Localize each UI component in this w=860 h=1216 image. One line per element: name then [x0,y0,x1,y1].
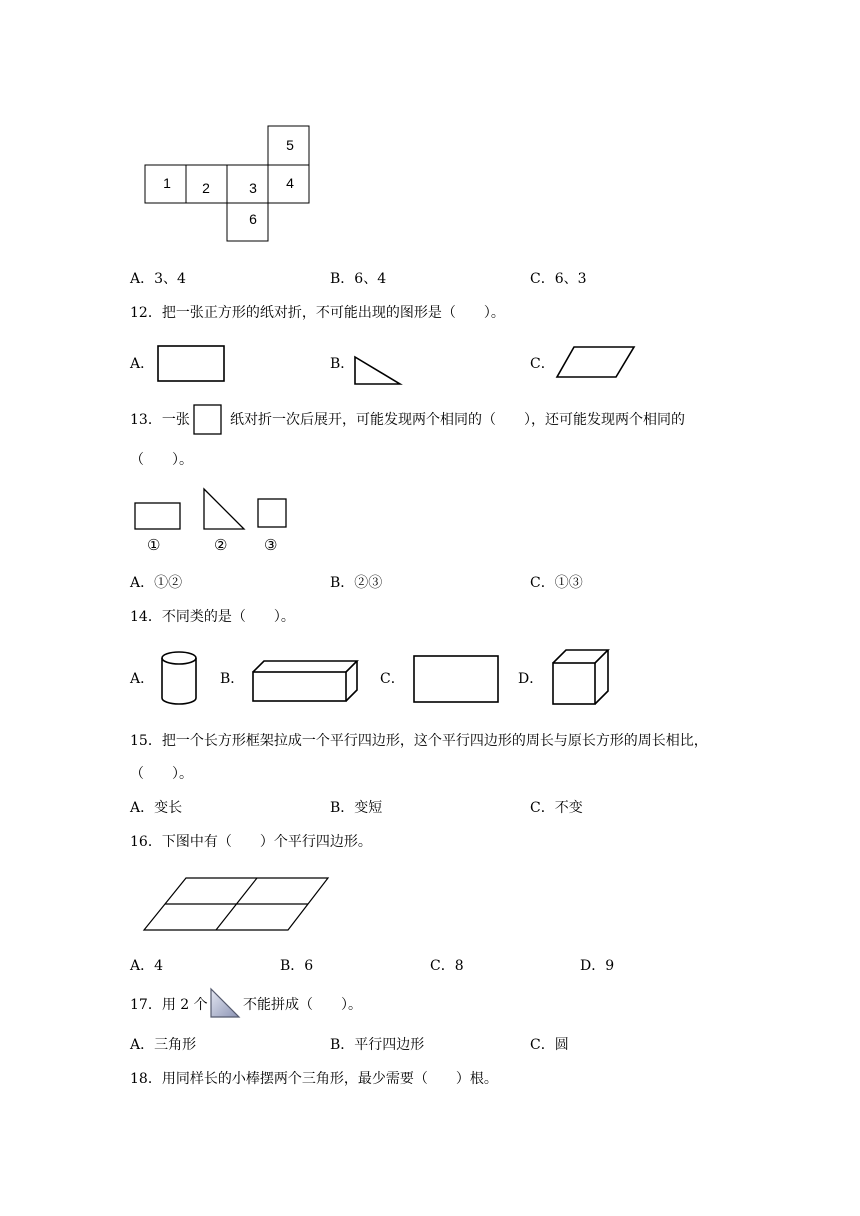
cylinder-icon [157,648,201,710]
net-face-2: 2 [202,180,210,196]
shape-label-2: ② [214,536,228,554]
q13-option-a[interactable]: A．①② [130,575,183,591]
q17-stem-b: 不能拼成（ ）。 [243,997,362,1013]
q14-stem: 14．不同类的是（ ）。 [130,609,295,625]
cube-net-figure [140,120,315,245]
q11-option-b[interactable]: B．6、4 [330,271,387,287]
q11-option-a[interactable]: A．3、4 [130,271,186,287]
square-paper-icon [192,403,224,437]
cuboid-icon [250,658,362,704]
q14-option-b[interactable]: B． [220,671,245,687]
cube-icon [550,647,614,707]
q14-option-c[interactable]: C． [380,671,405,687]
shaded-triangle-icon [208,986,242,1020]
q12-option-a[interactable]: A． [130,356,155,372]
right-triangle-shape-icon [352,354,404,388]
q15-stem-b: （ ）。 [130,766,193,782]
q17-option-c[interactable]: C．圆 [530,1037,569,1053]
q13-option-b[interactable]: B．②③ [330,575,383,591]
parallelogram-grid-figure [140,874,332,934]
q14-option-a[interactable]: A． [130,671,155,687]
q17-option-b[interactable]: B．平行四边形 [330,1037,425,1053]
q15-stem-a: 15．把一个长方形框架拉成一个平行四边形，这个平行四边形的周长与原长方形的周长相比， [130,733,708,749]
q13-stem-b: 纸对折一次后展开，可能发现两个相同的（ ），还可能发现两个相同的 [230,412,685,428]
q11-option-c[interactable]: C．6、3 [530,271,587,287]
q13-stem-c: （ ）。 [130,452,193,468]
shape-label-1: ① [147,536,161,554]
q12-option-c[interactable]: C． [530,356,555,372]
q16-stem: 16．下图中有（ ）个平行四边形。 [130,834,372,850]
rectangle-icon [411,653,501,705]
net-face-6: 6 [249,211,257,227]
rectangle-shape-icon [155,344,227,384]
parallelogram-shape-icon [554,344,638,380]
q12-stem: 12．把一张正方形的纸对折，不可能出现的图形是（ ）。 [130,305,505,321]
q15-option-b[interactable]: B．变短 [330,800,383,816]
q16-option-a[interactable]: A．4 [130,958,164,974]
q15-option-c[interactable]: C．不变 [530,800,583,816]
q13-option-c[interactable]: C．①③ [530,575,583,591]
shape-label-3: ③ [264,536,278,554]
q17-stem-a: 17．用 2 个 [130,997,208,1013]
q15-option-a[interactable]: A．变长 [130,800,183,816]
q16-option-b[interactable]: B．6 [280,958,314,974]
q14-option-d[interactable]: D． [518,671,544,687]
net-face-1: 1 [163,175,171,191]
net-face-5: 5 [286,137,294,153]
q16-option-d[interactable]: D．9 [580,958,615,974]
q13-stem-a: 13．一张 [130,412,190,428]
q16-option-c[interactable]: C．8 [430,958,464,974]
net-face-3: 3 [249,180,257,196]
q18-stem: 18．用同样长的小棒摆两个三角形，最少需要（ ）根。 [130,1071,498,1087]
q17-option-a[interactable]: A．三角形 [130,1037,197,1053]
net-face-4: 4 [286,175,294,191]
q12-option-b[interactable]: B． [330,356,355,372]
